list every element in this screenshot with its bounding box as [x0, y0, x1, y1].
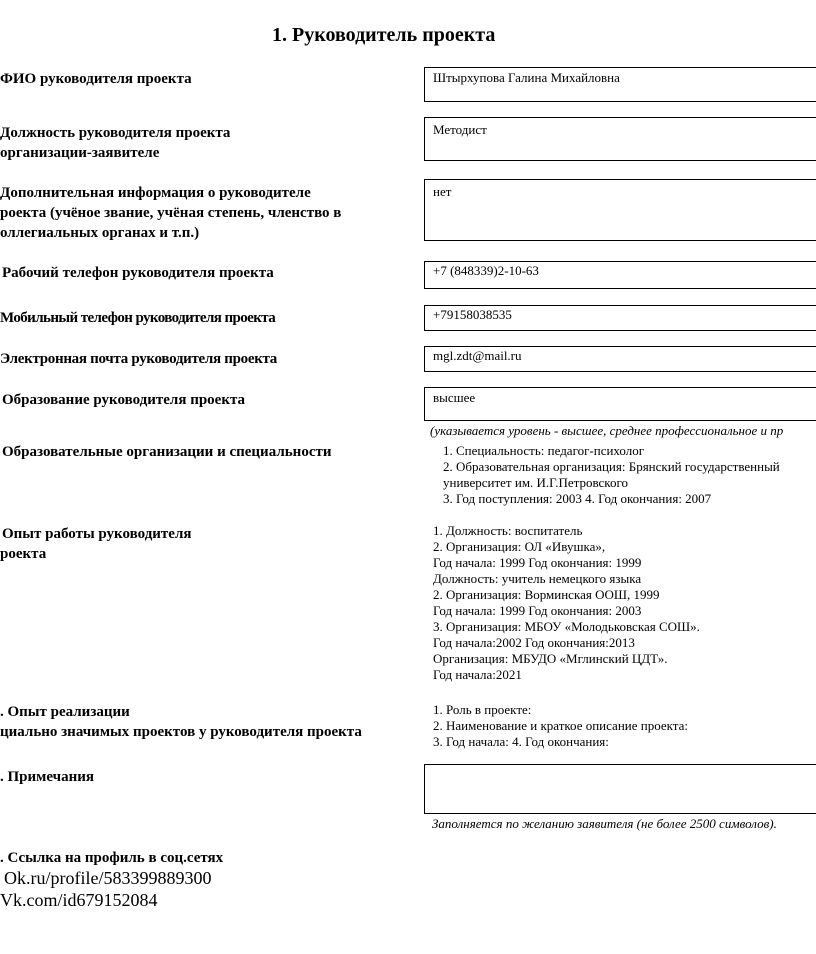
position-field[interactable]: [424, 117, 816, 161]
mobile-label: Мобильный телефон руководителя проекта: [0, 310, 276, 326]
work-phone-value: +7 (848339)2-10-63: [433, 263, 539, 278]
experience-line: 2. Организация: Ворминская ООШ, 1999: [433, 587, 660, 602]
social-label: . Ссылка на профиль в соц.сетях: [0, 850, 224, 866]
extra-value: нет: [433, 184, 452, 199]
notes-hint: Заполняется по желанию заявителя (не более 2500 символов).: [432, 816, 777, 831]
extra-label-line2: роекта (учёное звание, учёная степень, членство в: [0, 205, 342, 221]
email-value: mgl.zdt@mail.ru: [433, 348, 522, 363]
projects-line: 3. Год начала: 4. Год окончания:: [433, 734, 609, 749]
experience-line: Год начала: 1999 Год окончания: 2003: [433, 603, 642, 618]
work-phone-field[interactable]: [424, 261, 816, 289]
position-label-line1: Должность руководителя проекта: [0, 125, 231, 141]
projects-label-line2: циально значимых проектов у руководителя проекта: [0, 724, 362, 740]
education-label: Образование руководителя проекта: [2, 392, 246, 408]
work-phone-label: Рабочий телефон руководителя проекта: [2, 265, 274, 281]
experience-line: 3. Организация: МБОУ «Молодьковская СОШ».: [433, 619, 700, 634]
projects-label-line1: . Опыт реализации: [0, 704, 130, 720]
projects-line: 1. Роль в проекте:: [433, 702, 532, 717]
experience-label-line1: Опыт работы руководителя: [2, 526, 192, 542]
fio-value: Штырхупова Галина Михайловна: [433, 70, 620, 85]
position-label-line2: организации-заявителе: [0, 145, 160, 161]
email-label: Электронная почта руководителя проекта: [0, 351, 278, 367]
institutions-line: 3. Год поступления: 2003 4. Год окончания: 2007: [443, 491, 712, 506]
experience-line: 2. Организация: ОЛ «Ивушка»,: [433, 539, 606, 554]
experience-line: Год начала:2021: [433, 667, 522, 682]
institutions-line: 2. Образовательная организация: Брянский государственный: [443, 459, 780, 474]
experience-line: Год начала: 1999 Год окончания: 1999: [433, 555, 642, 570]
mobile-value: +79158038535: [433, 307, 512, 322]
notes-label: . Примечания: [0, 769, 95, 785]
institutions-line: университет им. И.Г.Петровского: [443, 475, 628, 490]
mobile-field[interactable]: [424, 305, 816, 331]
institutions-line: 1. Специальность: педагог-психолог: [443, 443, 645, 458]
education-note: (указывается уровень - высшее, среднее профессиональное и пр: [430, 423, 784, 438]
experience-line: 1. Должность: воспитатель: [433, 523, 583, 538]
experience-line: Год начала:2002 Год окончания:2013: [433, 635, 635, 650]
experience-line: Должность: учитель немецкого языка: [433, 571, 642, 586]
education-value: высшее: [433, 390, 476, 405]
education-field[interactable]: [424, 387, 816, 421]
page-title: 1. Руководитель проекта: [272, 24, 496, 46]
experience-label-line2: роекта: [0, 546, 47, 562]
fio-field[interactable]: [424, 67, 816, 102]
extra-label-line1: Дополнительная информация о руководителе: [0, 185, 311, 201]
social-link-ok[interactable]: Ok.ru/profile/583399889300: [4, 868, 212, 888]
extra-label-line3: оллегиальных органах и т.п.): [0, 225, 200, 241]
social-link-vk[interactable]: Vk.com/id679152084: [0, 890, 158, 910]
experience-line: Организация: МБУДО «Мглинский ЦДТ».: [433, 651, 668, 666]
extra-field[interactable]: [424, 179, 816, 241]
projects-line: 2. Наименование и краткое описание проекта:: [433, 718, 689, 733]
institutions-label: Образовательные организации и специальности: [2, 444, 332, 460]
fio-label: ФИО руководителя проекта: [0, 71, 192, 87]
notes-field[interactable]: [424, 764, 816, 814]
position-value: Методист: [433, 122, 487, 137]
email-field[interactable]: [424, 346, 816, 372]
